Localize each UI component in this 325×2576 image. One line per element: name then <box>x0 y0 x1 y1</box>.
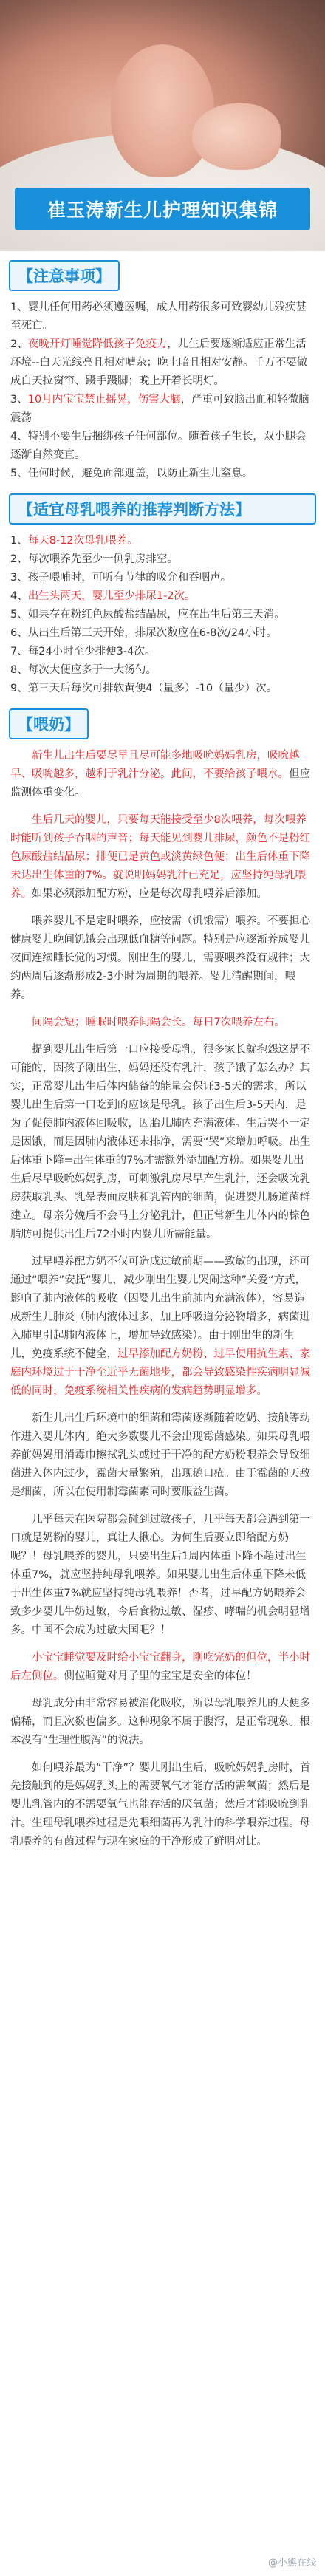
watermark: @小熊在线 <box>267 2558 316 2569</box>
feeding-paragraph: 新生儿出生后要尽早且尽可能多地吸吮妈妈乳房，吸吮越早、吸吮越多，越利于乳汁分泌。此间，不要给孩子喂水。但应监测体重变化。 <box>10 750 310 799</box>
judge-item: 4、出生头两天，婴儿至少排尿1-2次。 <box>10 590 196 602</box>
feeding-paragraph: 间隔会短；睡眠时喂养间隔会长。每日7次喂养左右。 <box>32 1017 285 1028</box>
feeding-paragraph: 新生儿出生后环境中的细菌和霉菌逐渐随着吃奶、接触等动作进入婴儿体内。绝大多数婴儿不会出现霉菌感染。如果母乳喂养前妈妈用消毒巾擦拭乳头或过于干净的配方奶粉喂养会导致细菌进入体内过少，霉菌大量繁殖，出现鹅口疮。由于霉菌的天敌是细菌，所以在使用制霉菌素同时要服益生菌。 <box>10 1412 310 1498</box>
judge-item: 7、每24小时至少排便3-4次。 <box>10 646 156 657</box>
judge-item: 6、从出生后第三天开始，排尿次数应在6-8次/24小时。 <box>10 627 277 639</box>
judge-heading: 【适宜母乳喂养的推荐判断方法】 <box>9 493 316 525</box>
judge-item: 9、第三天后每次可排软黄便4（量多）-10（量少）次。 <box>10 683 278 694</box>
note-item: 1、婴儿任何用药必须遵医嘱，成人用药很多可致婴幼儿残疾甚至死亡。 <box>10 301 307 332</box>
hero-photo <box>0 0 325 251</box>
note-item: 4、特别不要生后捆绑孩子任何部位。随着孩子生长，双小腿会逐渐自然变直。 <box>10 431 307 461</box>
note-item: 5、任何时候，避免面部遮盖，以防止新生儿窒息。 <box>10 468 253 479</box>
judge-item: 2、每次喂养先至少一侧乳房排空。 <box>10 553 178 565</box>
page-title: 崔玉涛新生儿护理知识集锦 <box>47 199 278 221</box>
feeding-paragraph: 如何喂养最为“干净”？婴儿刚出生后，吸吮妈妈乳房时，首先接触到的是妈妈乳头上的需要氧气才能存活的需氧菌；然后是婴儿乳管内的不需要氧气也能存活的厌氧菌；然后才能吸吮到乳汁。生理母乳喂养过程是先喂细菌再为乳汁的科学喂养过程。母乳喂养的有菌过程与现在家庭的干净形成了鲜明对比。 <box>10 1762 311 1848</box>
judge-item: 3、孩子喂哺时，可听有节律的吸允和吞咽声。 <box>10 572 232 584</box>
hand-shape <box>111 44 214 177</box>
notes-header <box>0 251 325 298</box>
feeding-paragraph: 母乳成分由非常容易被消化吸收，所以母乳喂养儿的大便多偏稀，而且次数也偏多。这种现象不属于腹泻，是正常现象。根本没有“生理性腹泻”的说法。 <box>10 1698 310 1746</box>
baby-foot-shape <box>192 103 281 170</box>
feeding-paragraph: 喂养婴儿不是定时喂养，应按需（饥饿需）喂养。不要担心健康婴儿晚间饥饿会出现低血糖等问题。特别是应逐渐养成婴儿夜间连续睡长觉的习惯。刚出生的婴儿，需要喂养没有规律；大约两周后逐渐形成2-3小时为周期的喂养。婴儿清醒期间，喂养。 <box>10 915 310 1001</box>
judge-list <box>0 532 325 698</box>
note-item: 3、10月内宝宝禁止摇晃，伤害大脑，严重可致脑出血和轻微脑震荡 <box>10 394 309 424</box>
feeding-heading: 【喂奶】 <box>9 708 89 739</box>
feeding-header <box>0 698 325 747</box>
notes-heading: 【注意事项】 <box>9 260 120 291</box>
judge-header <box>0 483 325 532</box>
judge-item: 5、如果存在粉红色尿酸盐结晶尿，应在出生后第三天消。 <box>10 609 285 621</box>
judge-item: 8、每次大便应多于一大汤勺。 <box>10 664 157 676</box>
feeding-paragraph: 小宝宝睡觉要及时给小宝宝翻身，刚吃完奶的但位，半小时后左侧位。侧位睡觉对月子里的宝宝是安全的体位！ <box>10 1652 310 1682</box>
feeding-body <box>0 747 325 1851</box>
feeding-paragraph: 几乎每天在医院都会碰到过敏孩子，几乎每天都会遇到第一口就是奶粉的婴儿，真让人揪心。为何生后要立即给配方奶呢？！母乳喂养的婴儿，只要出生后1周内体重下降不超过出生体重7%，就应坚持纯母乳喂养。如果婴儿出生后体重下降未低于出生体重7%就应坚持纯母乳喂养！否者，过早配方奶喂养会致多少婴儿牛奶过敏，今后食物过敏、湿疹、哮喘的机会明显增多。中国不会成为过敏大国吧？！ <box>10 1514 310 1636</box>
notes-list <box>0 298 325 483</box>
feeding-paragraph: 提到婴儿出生后第一口应接受母乳，很多家长就抱怨这是不可能的，因孩子刚出生，妈妈还没有乳汁，孩子饿了怎么办？其实，正常婴儿出生后体内储备的能量会保证3-5天的需求，所以婴儿出生后第一口吃到的应该是母乳。孩子出生后3-5天内，是为了促使肺内液体回吸收，因胎儿肺内充满液体。生后哭不一定是因饿，而是因肺内液体还未排净，需要“哭”来增加呼吸。出生后体重下降=出生体重的7%才需额外添加配方粉。如果婴儿出生后尽早吸吮妈妈乳房，可刺激乳房尽早产生乳汁，还会吸吮乳房获取乳头、乳晕表面皮肤和乳管内的细菌，促进婴儿肠道菌群建立。母亲分娩后不会马上分泌乳汁，但正常新生儿体内的棕色脂肪可提供出生后72小时内婴儿所需能量。 <box>10 1044 311 1240</box>
feeding-paragraph: 过早喂养配方奶不仅可造成过敏前期——致敏的出现，还可通过“喂养”安抚“婴儿，减少刚出生婴儿哭闹这种”关爱“方式，影响了肺内液体的吸收（因婴儿出生前肺内充满液体），容易造成新生儿肺炎（肺内液体过多，加上呼吸道分泌物增多，病菌进入肺里引起肺内液体上，增加导致感染）。由于刚出生的新生儿，免疫系统不健全，过早添加配方奶粉、过早使用抗生素、家庭内环境过于干净至近乎无菌地步，都会导致感染性疾病明显减低的同时，免疫系统相关性疾病的发病趋势明显增多。 <box>10 1256 310 1397</box>
title-banner <box>15 188 310 230</box>
note-item: 2、夜晚开灯睡觉降低孩子免疫力，儿生后要逐渐适应正常生活环境--白天光线亮且相对嘈杂；晚上暗且相对安静。千万不要做成白天拉窗帘、蹑手蹑脚；晚上开着长明灯。 <box>10 338 307 387</box>
feeding-paragraph: 生后几天的婴儿，只要每天能接受至少8次喂养，每次喂养时能听到孩子吞咽的声音；每天能见到婴儿排尿，颜色不是粉红色尿酸盐结晶尿；排便已是黄色或淡黄绿色便；出生后体重下降未达出生体重的7%。就说明妈妈乳汁已充足，应坚持纯母乳喂养。如果必须添加配方粉，应是每次母乳喂养后添加。 <box>10 814 310 900</box>
judge-item: 1、每天8-12次母乳喂养。 <box>10 535 138 547</box>
